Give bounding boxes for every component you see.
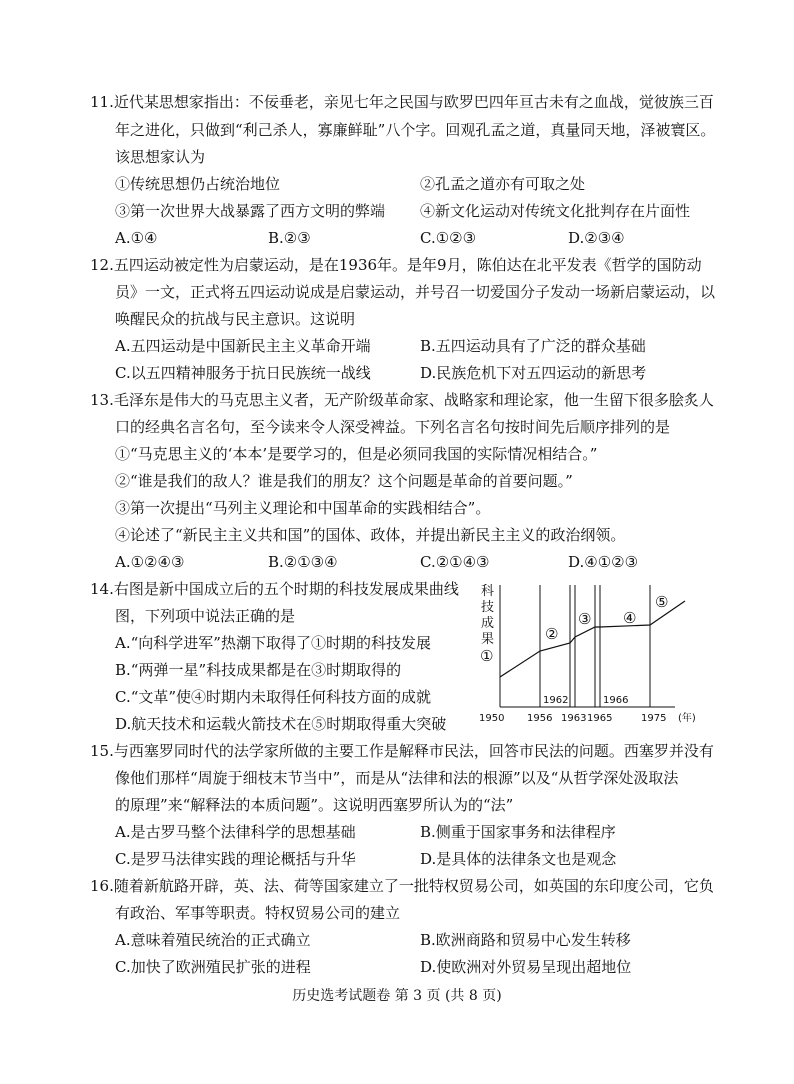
- question-15-choice-b[interactable]: B.侧重于国家事务和法律程序: [420, 823, 616, 841]
- chart-y-label-char: 技: [481, 600, 495, 615]
- chart-period-label-2: ②: [545, 625, 559, 643]
- chart-series-line: [500, 601, 685, 677]
- tech-achievement-chart: [475, 579, 705, 727]
- question-16-choice-a[interactable]: A.意味着殖民统治的正式确立: [115, 931, 311, 949]
- question-11-choice-c[interactable]: C.①②③: [420, 229, 477, 247]
- question-14-choice-b[interactable]: B.“两弹一星”科技成果都是在③时期取得的: [115, 661, 402, 679]
- question-12-choice-a[interactable]: A.五四运动是中国新民主主义革命开端: [115, 337, 371, 355]
- question-13-stem-line: 13.毛泽东是伟大的马克思主义者，无产阶级革命家、战略家和理论家，他一生留下很多脍炙人: [90, 391, 714, 409]
- chart-period-label-4: ④: [623, 609, 637, 627]
- question-11-stem-line: 年之进化，只做到“利己杀人，寡廉鲜耻”八个字。回观孔孟之道，真量同天地，泽被寰区。: [115, 121, 716, 139]
- question-12-stem-line: 12.五四运动被定性为启蒙运动，是在1936年。是年9月，陈伯达在北平发表《哲学的国防动: [90, 256, 702, 274]
- chart-y-label-char: 科: [481, 584, 495, 599]
- question-13-choice-a[interactable]: A.①②④③: [115, 553, 185, 571]
- question-15-choice-c[interactable]: C.是罗马法律实践的理论概括与升华: [115, 850, 356, 868]
- chart-x-tick-1975: 1975: [641, 713, 667, 724]
- chart-inner-label-1962: 1962: [543, 695, 569, 706]
- chart-period-label-1: ①: [480, 647, 494, 665]
- chart-x-tick-1956: 1956: [527, 713, 553, 724]
- question-13-item: ③第一次提出“马列主义理论和中国革命的实践相结合”。: [115, 499, 491, 517]
- question-13-item: ①“马克思主义的‘本本’是要学习的，但是必须同我国的实际情况相结合。”: [115, 445, 598, 463]
- chart-x-tick-1963: 1963: [561, 713, 587, 724]
- chart-period-label-3: ③: [578, 610, 592, 628]
- question-14-choice-c[interactable]: C.“文革”使④时期内未取得任何科技方面的成就: [115, 688, 432, 706]
- chart-x-label: (年): [678, 713, 696, 724]
- question-15-stem-line: 的原理”来“解释法的本质问题”。这说明西塞罗所认为的“法”: [115, 796, 514, 814]
- chart-frame: [500, 585, 675, 707]
- question-14-stem-line: 图，下列项中说法正确的是: [115, 607, 296, 625]
- question-14-stem-line: 14.右图是新中国成立后的五个时期的科技发展成果曲线: [90, 580, 459, 598]
- question-13-choice-b[interactable]: B.②①③④: [268, 553, 338, 571]
- question-16-choice-c[interactable]: C.加快了欧洲殖民扩张的进程: [115, 958, 311, 976]
- question-16-choice-b[interactable]: B.欧洲商路和贸易中心发生转移: [420, 931, 631, 949]
- question-11-choice-d[interactable]: D.②③④: [568, 229, 625, 247]
- question-13-choice-c[interactable]: C.②①④③: [420, 553, 490, 571]
- question-11-item: ①传统思想仍占统治地位: [115, 175, 281, 193]
- question-11-item: ②孔孟之道亦有可取之处: [420, 175, 586, 193]
- question-12-stem-line: 员》一文，正式将五四运动说成是启蒙运动，并号召一切爱国分子发动一场新启蒙运动，以: [115, 283, 716, 301]
- question-11-choice-b[interactable]: B.②③: [268, 229, 311, 247]
- question-14-choice-d[interactable]: D.航天技术和运载火箭技术在⑤时期取得重大突破: [115, 715, 447, 733]
- question-11-choice-a[interactable]: A.①④: [115, 229, 158, 247]
- question-16-choice-d[interactable]: D.使欧洲对外贸易呈现出超地位: [420, 958, 632, 976]
- question-11-stem-line: 该思想家认为: [115, 148, 206, 166]
- question-15-choice-d[interactable]: D.是具体的法律条文也是观念: [420, 850, 617, 868]
- question-16-stem-line: 有政治、军事等职责。特权贸易公司的建立: [115, 904, 401, 922]
- question-13-item: ④论述了“新民主主义共和国”的国体、政体，并提出新民主主义的政治纲领。: [115, 526, 626, 544]
- question-12-choice-d[interactable]: D.民族危机下对五四运动的新思考: [420, 364, 647, 382]
- question-14-choice-a[interactable]: A.“向科学进军”热潮下取得了①时期的科技发展: [115, 634, 431, 652]
- chart-y-label: [481, 583, 494, 647]
- question-13-choice-d[interactable]: D.④①②③: [568, 553, 639, 571]
- question-11-item: ④新文化运动对传统文化批判存在片面性: [420, 202, 691, 220]
- question-12-stem-line: 唤醒民众的抗战与民主意识。这说明: [115, 310, 356, 328]
- chart-period-label-5: ⑤: [655, 593, 669, 611]
- question-11-stem-line: 11.近代某思想家指出：不佞垂老，亲见七年之民国与欧罗巴四年亘古未有之血战，觉彼族三百: [90, 93, 714, 111]
- page-footer: 历史选考试题卷 第 3 页 (共 8 页): [292, 988, 502, 1004]
- chart-y-label-char: 果: [481, 632, 495, 647]
- question-16-stem-line: 16.随着新航路开辟，英、法、荷等国家建立了一批特权贸易公司，如英国的东印度公司，它负: [90, 877, 714, 895]
- question-15-stem-line: 像他们那样“周旋于细枝末节当中”，而是从“法律和法的根源”以及“从哲学深处汲取法: [115, 769, 679, 787]
- question-12-choice-b[interactable]: B.五四运动具有了广泛的群众基础: [420, 337, 646, 355]
- question-12-choice-c[interactable]: C.以五四精神服务于抗日民族统一战线: [115, 364, 371, 382]
- question-15-stem-line: 15.与西塞罗同时代的法学家所做的主要工作是解释市民法，回答市民法的问题。西塞罗并没有: [90, 742, 714, 760]
- chart-y-label-char: 成: [481, 616, 495, 631]
- question-11-item: ③第一次世界大战暴露了西方文明的弊端: [115, 202, 386, 220]
- question-15-choice-a[interactable]: A.是古罗马整个法律科学的思想基础: [115, 823, 356, 841]
- chart-x-tick-1965: 1965: [587, 713, 613, 724]
- question-13-stem-line: 口的经典名言名句，至今读来令人深受裨益。下列名言名句按时间先后顺序排列的是: [115, 418, 671, 436]
- chart-inner-label-1966: 1966: [603, 695, 629, 706]
- chart-x-tick-1950: 1950: [479, 713, 505, 724]
- question-13-item: ②“谁是我们的敌人？谁是我们的朋友？这个问题是革命的首要问题。”: [115, 472, 573, 490]
